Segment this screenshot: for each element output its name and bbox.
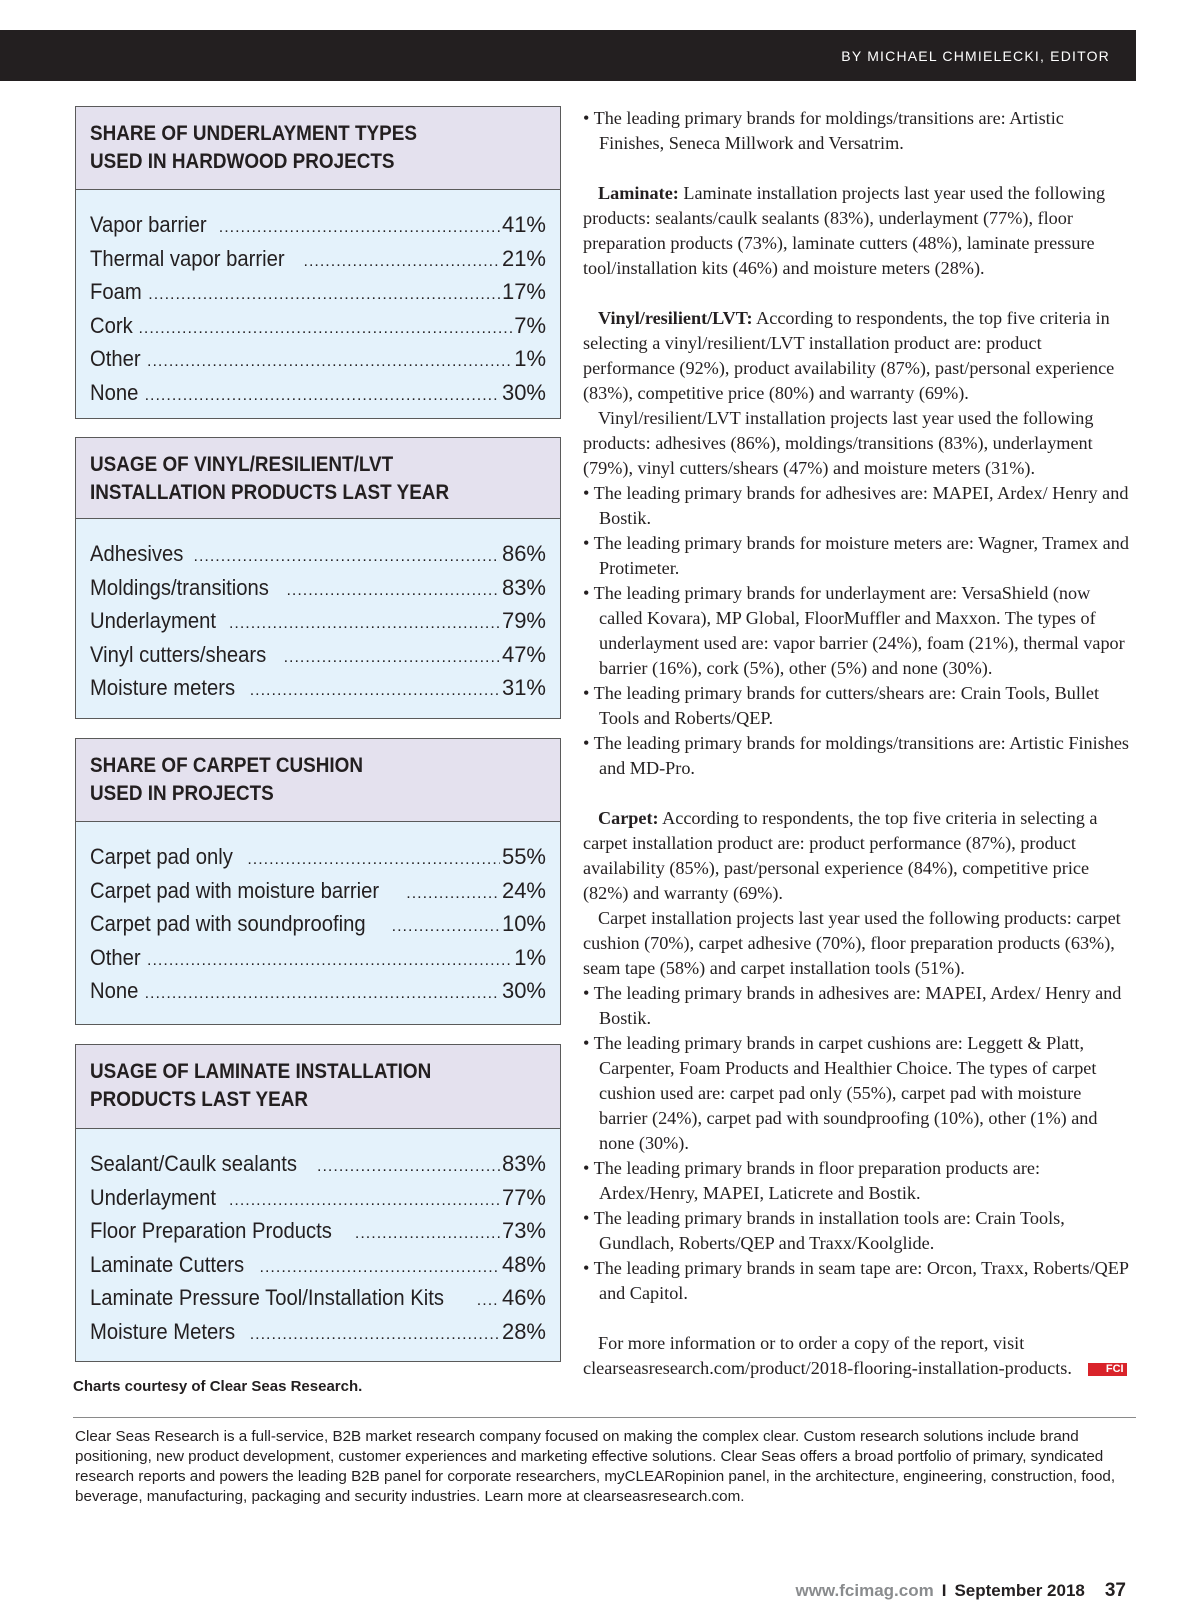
paragraph: Carpet installation projects last year used the following products: carpet cushion (70%), carpet adhesive (70%), floor preparation products (63%), seam tape (58%) and carpet installation tools (51%). [583, 908, 1121, 978]
table-row: Carpet pad with moisture barrier ..... 24% [90, 874, 546, 908]
bullet-item: • The leading primary brands for moldings/transitions are: Artistic Finishes and MD-Pro. [583, 733, 1130, 778]
fci-logo: FCI [1088, 1363, 1127, 1376]
paragraph: Vinyl/resilient/LVT installation projects last year used the following products: adhesives (86%), moldings/transitions (83%), underlayment (79%), vinyl cutters/shears (47%) and moisture meters (31%). [583, 408, 1094, 478]
box-header [76, 739, 560, 822]
page-number: 37 [1104, 1580, 1126, 1601]
report-link[interactable]: For more information or to order a copy of the report, visit clearseasresearch.com/product/2018-flooring-installation-products. [583, 1333, 1072, 1378]
paragraph-laminate: Laminate: Laminate installation projects last year used the following products: sealants/caulk sealants (83%), underlayment (77%), floor preparation products (73%), laminate cutters (48%), laminate pressure tool/installation kits (46%) and moisture meters (28%). [583, 183, 1106, 278]
bullet-item: • The leading primary brands for moldings/transitions are: Artistic Finishes, Seneca Millwork and Versatrim. [583, 108, 1064, 153]
underlayment-share-box [75, 106, 561, 419]
section-heading: Laminate: [598, 183, 679, 203]
box-rows [76, 1129, 560, 1349]
table-row: Moisture meters ..... 31% [90, 671, 546, 705]
table-row: Other ..... 1% [90, 941, 546, 975]
box-rows [76, 519, 560, 705]
table-row: Foam ..... 17% [90, 275, 546, 309]
bullet-item: • The leading primary brands in adhesives are: MAPEI, Ardex/ Henry and Bostik. [583, 983, 1122, 1028]
bullet-item: • The leading primary brands in floor preparation products are: Ardex/Henry, MAPEI, Laticrete and Bostik. [583, 1158, 1041, 1203]
about-blurb: Clear Seas Research is a full-service, B2B market research company focused on making the complex clear. Custom research solutions include brand positioning, new product development, customer experiences and marketing effective solutions. Clear Seas offers a broad portfolio of primary, syndicated research reports and powers the leading B2B panel for corporate researchers, myCLEARopinion panel, in the architecture, engineering, construction, food, beverage, manufacturing, packaging and security industries. Learn more at clearseasresearch.com. [75, 1428, 1116, 1505]
issue-date: September 2018 [954, 1581, 1085, 1600]
table-row: Laminate Pressure Tool/Installation Kits ..... 46% [90, 1281, 546, 1315]
article-body [583, 106, 1131, 1381]
table-row: Underlayment ..... 77% [90, 1181, 546, 1215]
table-row: Other ..... 1% [90, 342, 546, 376]
table-row: Cork ..... 7% [90, 309, 546, 343]
table-row: Moisture Meters ..... 28% [90, 1315, 546, 1349]
footer-separator: I [941, 1581, 947, 1600]
section-heading: Carpet: [598, 808, 659, 828]
table-row: Moldings/transitions ..... 83% [90, 571, 546, 605]
vinyl-usage-box [75, 437, 561, 719]
table-row: Laminate Cutters ..... 48% [90, 1248, 546, 1282]
box-title: USAGE OF VINYL/RESILIENT/LVT INSTALLATION PRODUCTS LAST YEAR [90, 453, 450, 504]
bullet-item: • The leading primary brands for adhesives are: MAPEI, Ardex/ Henry and Bostik. [583, 483, 1129, 528]
table-row: Floor Preparation Products ..... 73% [90, 1214, 546, 1248]
box-rows [76, 822, 560, 1008]
carpet-cushion-box [75, 738, 561, 1025]
divider [73, 1417, 1136, 1418]
table-row: Carpet pad only ..... 55% [90, 840, 546, 874]
bullet-item: • The leading primary brands in seam tape are: Orcon, Traxx, Roberts/QEP and Capitol. [583, 1258, 1129, 1303]
box-title: SHARE OF UNDERLAYMENT TYPES USED IN HARDWOOD PROJECTS [90, 122, 417, 173]
closing-paragraph [583, 1331, 1131, 1381]
table-row: Carpet pad with soundproofing ..... 10% [90, 907, 546, 941]
table-row: Underlayment ..... 79% [90, 604, 546, 638]
table-row: None ..... 30% [90, 376, 546, 410]
bullet-item: • The leading primary brands in installation tools are: Crain Tools, Gundlach, Roberts/QEP and Traxx/Koolglide. [583, 1208, 1065, 1253]
table-row: None ..... 30% [90, 974, 546, 1008]
table-row: Thermal vapor barrier ..... 21% [90, 242, 546, 276]
byline: BY MICHAEL CHMIELECKI, EDITOR [841, 48, 1110, 64]
box-header [76, 438, 560, 519]
box-rows [76, 190, 560, 410]
table-row: Vapor barrier ..... 41% [90, 208, 546, 242]
box-title: USAGE OF LAMINATE INSTALLATION PRODUCTS LAST YEAR [90, 1060, 432, 1111]
table-row: Vinyl cutters/shears ..... 47% [90, 638, 546, 672]
box-header [76, 107, 560, 190]
bullet-item: • The leading primary brands for cutters/shears are: Crain Tools, Bullet Tools and Roberts/QEP. [583, 683, 1100, 728]
bullet-item: • The leading primary brands in carpet cushions are: Leggett & Platt, Carpenter, Foam Products and Healthier Choice. The types of carpet cushion used are: carpet pad only (55%), carpet pad with moisture barrier (24%), carpet pad with soundproofing (10%), other (1%) and none (30%). [583, 1033, 1098, 1153]
table-row: Adhesives ..... 86% [90, 537, 546, 571]
box-header [76, 1045, 560, 1129]
bullet-item: • The leading primary brands for moisture meters are: Wagner, Tramex and Protimeter. [583, 533, 1129, 578]
paragraph-vinyl: Vinyl/resilient/LVT: According to respondents, the top five criteria in selecting a vinyl/resilient/LVT installation product are: product performance (92%), product availability (87%), past/personal experience (83%), competitive price (80%) and warranty (69%). [583, 308, 1115, 403]
box-title: SHARE OF CARPET CUSHION USED IN PROJECTS [90, 754, 364, 805]
laminate-usage-box [75, 1044, 561, 1362]
paragraph-carpet: Carpet: According to respondents, the top five criteria in selecting a carpet installation product are: product performance (87%), product availability (85%), past/personal experience (84%), competitive price (82%) and warranty (69%). [583, 808, 1098, 903]
bullet-item: • The leading primary brands for underlayment are: VersaShield (now called Kovara), MP Global, FloorMuffler and Maxxon. The types of underlayment used are: vapor barrier (24%), foam (21%), thermal vapor barrier (16%), cork (5%), other (5%) and none (30%). [583, 583, 1125, 678]
chart-credit: Charts courtesy of Clear Seas Research. [73, 1378, 363, 1395]
site-link[interactable]: www.fcimag.com [795, 1581, 934, 1600]
header-bar [0, 30, 1136, 81]
section-heading: Vinyl/resilient/LVT: [598, 308, 753, 328]
table-row: Sealant/Caulk sealants ..... 83% [90, 1147, 546, 1181]
page-footer [795, 1580, 1126, 1602]
